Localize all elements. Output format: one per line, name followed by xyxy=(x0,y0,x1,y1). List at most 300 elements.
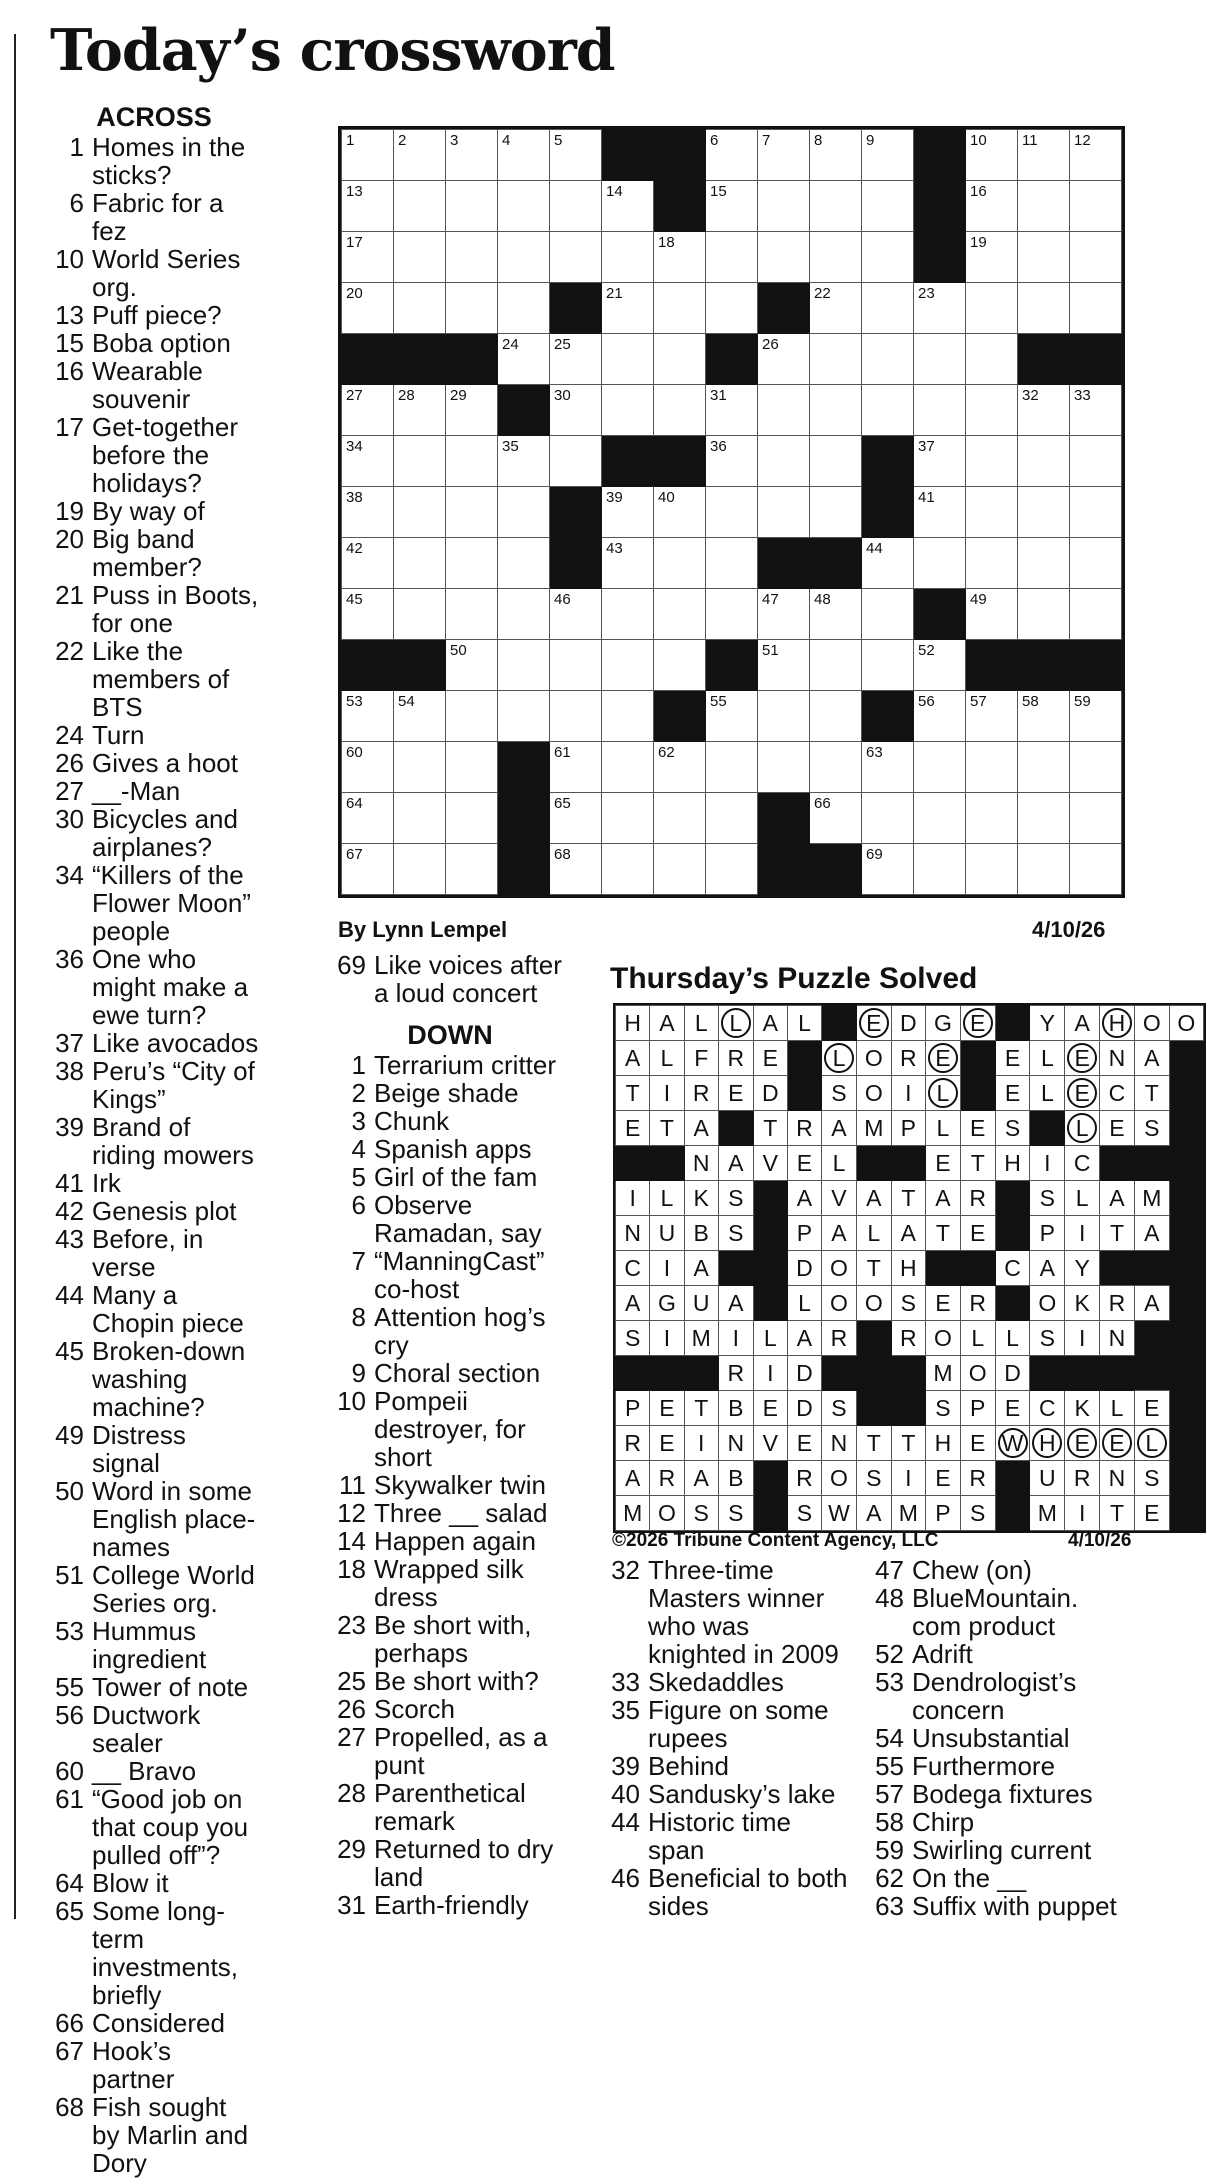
byline: By Lynn Lempel xyxy=(338,917,508,942)
grid-cell xyxy=(966,181,1018,232)
solution-letter: S xyxy=(891,1286,925,1321)
grid-cell xyxy=(550,232,602,283)
solution-letter: A xyxy=(718,1286,753,1321)
clue-item xyxy=(868,1668,1118,1724)
solution-letter: A xyxy=(926,1181,961,1216)
grid-cell xyxy=(446,181,498,232)
black-square xyxy=(862,436,914,487)
cell-number: 32 xyxy=(1022,387,1039,404)
clue-text: Get-together before the holidays? xyxy=(92,412,238,498)
clue-number: 39 xyxy=(611,1751,640,1781)
grid-cell xyxy=(706,181,758,232)
grid-cell xyxy=(966,793,1018,844)
solution-black-square xyxy=(1100,1146,1135,1181)
grid-cell xyxy=(654,334,706,385)
clue-text: Swirling current xyxy=(912,1835,1092,1865)
grid-cell xyxy=(394,844,446,895)
cell-number: 44 xyxy=(866,540,883,557)
clue-number: 16 xyxy=(55,356,84,386)
grid-cell xyxy=(966,487,1018,538)
clue-text: Homes in the sticks? xyxy=(92,132,246,190)
cell-number: 41 xyxy=(918,489,935,506)
down-clue-list xyxy=(330,1051,570,1919)
clue-text: Three __ salad xyxy=(374,1498,548,1528)
solution-letter: I xyxy=(684,1426,718,1461)
solution-letter: A xyxy=(891,1216,925,1251)
solution-row xyxy=(616,1041,1204,1076)
black-square xyxy=(914,181,966,232)
clue-number: 15 xyxy=(55,328,84,358)
grid-cell xyxy=(706,589,758,640)
grid-cell xyxy=(446,436,498,487)
solution-letter: E xyxy=(926,1286,961,1321)
clue-text: Big band member? xyxy=(92,524,202,582)
grid-cell xyxy=(394,793,446,844)
solution-letter: O xyxy=(960,1356,995,1391)
black-square xyxy=(654,436,706,487)
grid-cell xyxy=(966,385,1018,436)
black-square xyxy=(758,793,810,844)
cell-number: 23 xyxy=(918,285,935,302)
grid-cell xyxy=(550,691,602,742)
cell-number: 59 xyxy=(1074,693,1091,710)
cell-number: 35 xyxy=(502,438,519,455)
black-square xyxy=(706,334,758,385)
clue-text: Returned to dry land xyxy=(374,1834,554,1892)
grid-cell xyxy=(706,793,758,844)
grid-cell xyxy=(758,691,810,742)
black-square xyxy=(758,844,810,895)
clue-text: Happen again xyxy=(374,1526,536,1556)
cell-number: 66 xyxy=(814,795,831,812)
grid-cell xyxy=(706,691,758,742)
solution-letter: H xyxy=(926,1426,961,1461)
clue-number: 66 xyxy=(55,2008,84,2038)
solution-letter: A xyxy=(856,1181,891,1216)
grid-cell xyxy=(810,742,862,793)
solution-letter: E xyxy=(960,1216,995,1251)
solution-letter: R xyxy=(718,1041,753,1076)
grid-cell xyxy=(602,232,654,283)
solution-letter: T xyxy=(650,1111,684,1146)
clue-text: Choral section xyxy=(374,1358,541,1388)
clue-number: 41 xyxy=(55,1168,84,1198)
grid-cell xyxy=(914,538,966,589)
cell-number: 68 xyxy=(554,846,571,863)
grid-cell xyxy=(550,436,602,487)
solution-letter: G xyxy=(650,1286,684,1321)
solution-letter: T xyxy=(960,1146,995,1181)
grid-cell xyxy=(966,742,1018,793)
grid-cell xyxy=(602,793,654,844)
solution-black-square xyxy=(960,1251,995,1286)
grid-cell xyxy=(966,283,1018,334)
clue-item xyxy=(48,1869,260,1897)
cell-number: 38 xyxy=(346,489,363,506)
grid-cell xyxy=(654,538,706,589)
solution-letter: E xyxy=(616,1111,650,1146)
solution-letter: E xyxy=(787,1146,821,1181)
clue-text: Sandusky’s lake xyxy=(648,1779,836,1809)
solution-row xyxy=(616,1076,1204,1111)
clue-item xyxy=(330,1471,570,1499)
solution-black-square xyxy=(616,1356,650,1391)
grid-cell xyxy=(446,742,498,793)
solution-letter: R xyxy=(822,1321,857,1356)
grid-cell xyxy=(654,232,706,283)
solution-letter: E xyxy=(1134,1391,1169,1426)
black-square xyxy=(550,538,602,589)
clue-number: 17 xyxy=(55,412,84,442)
solution-letter: A xyxy=(1134,1216,1169,1251)
clue-item xyxy=(604,1556,854,1668)
solution-letter: D xyxy=(787,1251,821,1286)
clue-text: Wrapped silk dress xyxy=(374,1554,524,1612)
solution-letter: A xyxy=(787,1321,821,1356)
clue-number: 27 xyxy=(337,1722,366,1752)
black-square xyxy=(498,793,550,844)
clue-number: 19 xyxy=(55,496,84,526)
black-square xyxy=(498,742,550,793)
grid-cell xyxy=(342,385,394,436)
cell-number: 56 xyxy=(918,693,935,710)
cell-number: 9 xyxy=(866,132,875,149)
across-header: ACROSS xyxy=(96,102,212,132)
solution-letter: I xyxy=(1065,1496,1100,1531)
solution-circled-letter: E xyxy=(1065,1076,1100,1111)
solution-black-square xyxy=(1100,1356,1135,1391)
solution-letter: E xyxy=(995,1076,1030,1111)
grid-cell xyxy=(394,283,446,334)
solution-letter: T xyxy=(684,1391,718,1426)
grid-cell xyxy=(810,181,862,232)
solution-letter: T xyxy=(1100,1216,1135,1251)
clue-number: 57 xyxy=(875,1779,904,1809)
solution-circled-letter: L xyxy=(718,1006,753,1041)
grid-cell xyxy=(654,844,706,895)
grid-cell xyxy=(758,436,810,487)
grid-cell xyxy=(1070,436,1122,487)
black-square xyxy=(342,640,394,691)
grid-cell xyxy=(654,589,706,640)
solution-black-square xyxy=(926,1251,961,1286)
cell-number: 8 xyxy=(814,132,823,149)
solution-letter: S xyxy=(616,1321,650,1356)
solution-row xyxy=(616,1146,1204,1181)
solution-black-square xyxy=(718,1111,753,1146)
grid-cell xyxy=(394,436,446,487)
solution-letter: H xyxy=(891,1251,925,1286)
clue-number: 11 xyxy=(339,1470,366,1500)
solution-letter: E xyxy=(718,1076,753,1111)
clue-number: 39 xyxy=(55,1112,84,1142)
solution-letter: T xyxy=(616,1076,650,1111)
grid-cell xyxy=(862,538,914,589)
clue-text: Boba option xyxy=(92,328,231,358)
grid-cell xyxy=(342,487,394,538)
clue-number: 20 xyxy=(55,524,84,554)
solution-letter: N xyxy=(1100,1041,1135,1076)
solution-letter: D xyxy=(753,1076,787,1111)
cell-number: 39 xyxy=(606,489,623,506)
solution-black-square xyxy=(718,1251,753,1286)
solution-letter: S xyxy=(718,1496,753,1531)
clue-item xyxy=(868,1808,1118,1836)
cell-number: 18 xyxy=(658,234,675,251)
clue-text: Like avocados xyxy=(92,1028,259,1058)
black-square xyxy=(914,130,966,181)
clue-text: Chunk xyxy=(374,1106,450,1136)
grid-cell xyxy=(758,589,810,640)
grid-cell xyxy=(446,538,498,589)
clue-number: 42 xyxy=(55,1196,84,1226)
solution-letter: S xyxy=(960,1496,995,1531)
cell-number: 17 xyxy=(346,234,363,251)
solution-grid xyxy=(613,1003,1206,1533)
clue-number: 63 xyxy=(875,1891,904,1921)
grid-cell xyxy=(654,742,706,793)
across-clue-list-continued xyxy=(330,951,570,1007)
solution-letter: A xyxy=(650,1006,684,1041)
solution-row xyxy=(616,1286,1204,1321)
clue-text: Attention hog’s cry xyxy=(374,1302,546,1360)
solution-letter: N xyxy=(718,1426,753,1461)
left-rule xyxy=(14,34,16,1919)
cell-number: 15 xyxy=(710,183,727,200)
grid-cell xyxy=(810,283,862,334)
clue-item xyxy=(48,1169,260,1197)
solution-letter: Y xyxy=(1065,1251,1100,1286)
solution-black-square xyxy=(891,1146,925,1181)
solution-row xyxy=(616,1111,1204,1146)
solution-black-square xyxy=(1030,1111,1065,1146)
grid-cell xyxy=(810,487,862,538)
solution-black-square xyxy=(856,1321,891,1356)
down-clue-list-continued-2 xyxy=(868,1556,1118,1920)
clue-text: Blow it xyxy=(92,1868,169,1898)
grid-cell xyxy=(654,640,706,691)
solution-letter: I xyxy=(616,1181,650,1216)
clue-text: Many a Chopin piece xyxy=(92,1280,244,1338)
clue-number: 23 xyxy=(337,1610,366,1640)
grid-cell xyxy=(1018,181,1070,232)
solution-letter: T xyxy=(856,1426,891,1461)
grid-cell xyxy=(602,589,654,640)
grid-cell xyxy=(394,589,446,640)
clue-text: Gives a hoot xyxy=(92,748,238,778)
black-square xyxy=(810,538,862,589)
solution-letter: S xyxy=(1134,1111,1169,1146)
clue-item xyxy=(48,1281,260,1337)
clue-item xyxy=(48,1197,260,1225)
black-square xyxy=(1070,334,1122,385)
grid-cell xyxy=(1070,385,1122,436)
clue-text: Unsubstantial xyxy=(912,1723,1070,1753)
solution-letter: T xyxy=(1100,1496,1135,1531)
grid-cell xyxy=(550,793,602,844)
solution-letter: E xyxy=(650,1426,684,1461)
clue-text: Bicycles and airplanes? xyxy=(92,804,238,862)
grid-cell xyxy=(550,640,602,691)
solution-black-square xyxy=(856,1391,891,1426)
clue-number: 21 xyxy=(55,580,84,610)
clue-number: 25 xyxy=(337,1666,366,1696)
solution-letter: O xyxy=(856,1286,891,1321)
cell-number: 62 xyxy=(658,744,675,761)
solution-letter: A xyxy=(718,1146,753,1181)
solution-black-square xyxy=(753,1251,787,1286)
solution-letter: U xyxy=(650,1216,684,1251)
clue-text: By way of xyxy=(92,496,205,526)
cell-number: 61 xyxy=(554,744,571,761)
solution-letter: I xyxy=(650,1251,684,1286)
clue-text: Word in some English place-names xyxy=(92,1476,256,1562)
clue-text: Pompeii destroyer, for short xyxy=(374,1386,526,1472)
solution-letter: M xyxy=(1030,1496,1065,1531)
solution-letter: O xyxy=(822,1461,857,1496)
grid-cell xyxy=(706,742,758,793)
grid-row xyxy=(342,385,1122,436)
clue-number: 7 xyxy=(351,1246,366,1276)
clue-number: 61 xyxy=(55,1784,84,1814)
clue-number: 10 xyxy=(337,1386,366,1416)
grid-row xyxy=(342,334,1122,385)
solution-letter: L xyxy=(995,1321,1030,1356)
cell-number: 2 xyxy=(398,132,407,149)
solution-letter: R xyxy=(1100,1286,1135,1321)
cell-number: 47 xyxy=(762,591,779,608)
solution-letter: O xyxy=(650,1496,684,1531)
solution-letter: A xyxy=(1065,1006,1100,1041)
solution-black-square xyxy=(753,1496,787,1531)
clue-number: 67 xyxy=(55,2036,84,2066)
clue-number: 30 xyxy=(55,804,84,834)
solution-letter: E xyxy=(960,1111,995,1146)
solution-row xyxy=(616,1321,1204,1356)
grid-cell xyxy=(394,691,446,742)
clue-item xyxy=(604,1668,854,1696)
cell-number: 43 xyxy=(606,540,623,557)
solution-row xyxy=(616,1006,1204,1041)
solution-letter: R xyxy=(891,1041,925,1076)
grid-cell xyxy=(1070,283,1122,334)
grid-cell xyxy=(914,436,966,487)
grid-cell xyxy=(810,589,862,640)
clue-item xyxy=(330,1779,570,1835)
clue-text: Beneficial to both sides xyxy=(648,1863,848,1921)
solution-letter: R xyxy=(616,1426,650,1461)
solution-black-square xyxy=(995,1216,1030,1251)
solution-black-square xyxy=(616,1146,650,1181)
clue-text: Adrift xyxy=(912,1639,973,1669)
solution-letter: R xyxy=(960,1461,995,1496)
black-square xyxy=(758,283,810,334)
grid-cell xyxy=(758,130,810,181)
grid-cell xyxy=(550,589,602,640)
clue-item xyxy=(48,497,260,525)
solution-letter: Y xyxy=(1030,1006,1065,1041)
black-square xyxy=(654,130,706,181)
solution-letter: S xyxy=(926,1391,961,1426)
cell-number: 7 xyxy=(762,132,771,149)
clue-number: 50 xyxy=(55,1476,84,1506)
solution-letter: I xyxy=(650,1321,684,1356)
clue-item xyxy=(868,1584,1118,1640)
solution-black-square xyxy=(787,1041,821,1076)
down-clue-list-continued xyxy=(604,1556,854,1920)
clue-item xyxy=(330,1723,570,1779)
grid-cell xyxy=(498,334,550,385)
grid-cell xyxy=(342,181,394,232)
solution-letter: E xyxy=(1134,1496,1169,1531)
solution-black-square xyxy=(753,1181,787,1216)
clue-number: 53 xyxy=(55,1616,84,1646)
cell-number: 29 xyxy=(450,387,467,404)
solved-title: Thursday’s Puzzle Solved xyxy=(610,962,978,995)
clue-item xyxy=(330,1835,570,1891)
clue-text: One who might make a ewe turn? xyxy=(92,944,249,1030)
clue-item xyxy=(48,581,260,637)
clue-number: 60 xyxy=(55,1756,84,1786)
clue-number: 9 xyxy=(351,1358,366,1388)
grid-cell xyxy=(966,589,1018,640)
grid-cell xyxy=(1070,232,1122,283)
solution-black-square xyxy=(995,1461,1030,1496)
clue-text: Propelled, as a punt xyxy=(374,1722,548,1780)
clue-item xyxy=(330,951,570,1007)
grid-cell xyxy=(550,334,602,385)
solution-black-square xyxy=(960,1076,995,1111)
solution-letter: A xyxy=(787,1181,821,1216)
solution-letter: I xyxy=(650,1076,684,1111)
clue-number: 32 xyxy=(611,1555,640,1585)
grid-cell xyxy=(654,487,706,538)
solution-letter: L xyxy=(1030,1076,1065,1111)
grid-cell xyxy=(394,232,446,283)
solution-letter: N xyxy=(822,1426,857,1461)
black-square xyxy=(862,691,914,742)
solution-black-square xyxy=(753,1216,787,1251)
black-square xyxy=(758,538,810,589)
solution-letter: L xyxy=(787,1286,821,1321)
solution-row xyxy=(616,1251,1204,1286)
grid-cell xyxy=(810,691,862,742)
grid-cell xyxy=(550,742,602,793)
clue-number: 62 xyxy=(875,1863,904,1893)
clue-item xyxy=(868,1752,1118,1780)
grid-cell xyxy=(498,487,550,538)
clue-number: 22 xyxy=(55,636,84,666)
grid-cell xyxy=(342,283,394,334)
clue-text: __ Bravo xyxy=(92,1756,197,1786)
solution-black-square xyxy=(995,1181,1030,1216)
clue-text: On the __ xyxy=(912,1863,1027,1893)
clue-item xyxy=(48,2037,260,2093)
solution-letter: L xyxy=(856,1216,891,1251)
clue-number: 5 xyxy=(351,1162,366,1192)
clue-item xyxy=(868,1640,1118,1668)
clue-number: 44 xyxy=(55,1280,84,1310)
grid-cell xyxy=(446,283,498,334)
grid-cell xyxy=(602,640,654,691)
clue-number: 55 xyxy=(55,1672,84,1702)
black-square xyxy=(446,334,498,385)
cell-number: 58 xyxy=(1022,693,1039,710)
clue-number: 29 xyxy=(337,1834,366,1864)
grid-cell xyxy=(810,793,862,844)
solution-row xyxy=(616,1216,1204,1251)
cell-number: 20 xyxy=(346,285,363,302)
